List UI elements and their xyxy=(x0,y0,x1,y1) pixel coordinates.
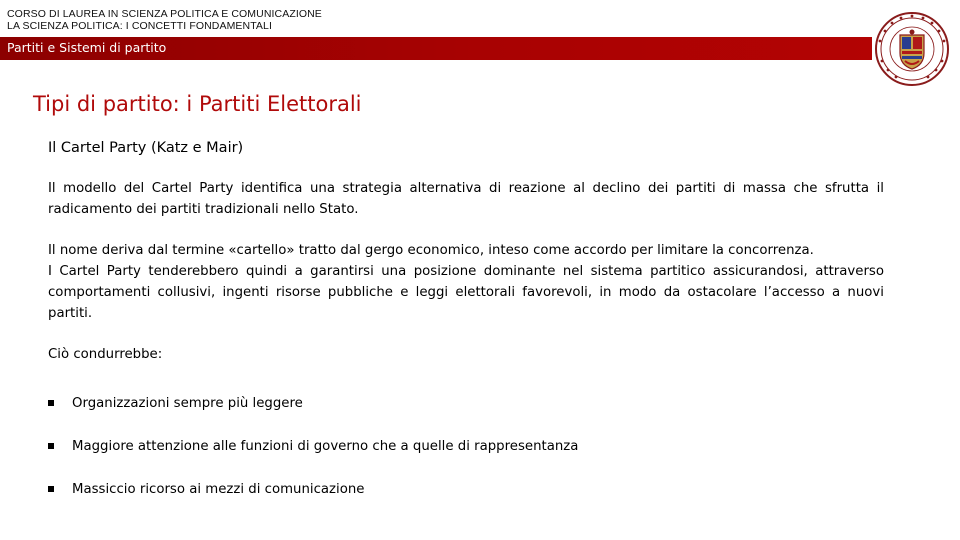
list-item-text: Maggiore attenzione alle funzioni di governo che a quelle di rappresentanza xyxy=(72,439,579,454)
list-item xyxy=(48,479,884,500)
slide-subtitle: Il Cartel Party (Katz e Mair) xyxy=(48,140,244,156)
course-header xyxy=(7,8,322,32)
square-bullet-icon xyxy=(48,400,54,406)
list-item xyxy=(48,436,884,457)
paragraph-line-origin: Il nome deriva dal termine «cartello» tratto dal gergo economico, inteso come accordo per limitare la concorrenza. xyxy=(48,243,814,258)
paragraph-intro: Il modello del Cartel Party identifica una strategia alternativa di reazione al declino dei partiti di massa che sfrutta il radicamento dei partiti tradizionali nello Stato. xyxy=(48,181,884,217)
banner-title: Partiti e Sistemi di partito xyxy=(7,40,167,55)
slide-title: Tipi di partito: i Partiti Elettorali xyxy=(33,92,362,116)
course-subject: LA SCIENZA POLITICA: I CONCETTI FONDAMENTALI xyxy=(7,20,272,32)
paragraph-cartel-definition xyxy=(48,240,884,324)
square-bullet-icon xyxy=(48,486,54,492)
university-seal-icon xyxy=(874,11,950,87)
bullets-lead: Ciò condurrebbe: xyxy=(48,347,163,362)
course-name: CORSO DI LAUREA IN SCIENZA POLITICA E COMUNICAZIONE xyxy=(7,8,322,20)
slide-body xyxy=(48,138,884,522)
bullet-list xyxy=(48,393,884,500)
section-banner xyxy=(0,37,872,60)
square-bullet-icon xyxy=(48,443,54,449)
list-item xyxy=(48,393,884,414)
paragraph-line-behaviour: I Cartel Party tenderebbero quindi a garantirsi una posizione dominante nel sistema partitico assicurandosi, attraverso comportamenti collusivi, ingenti risorse pubbliche e leggi elettorali favorevoli, in modo da ostacolare l’accesso a nuovi partiti. xyxy=(48,264,884,321)
list-item-text: Organizzazioni sempre più leggere xyxy=(72,396,303,411)
list-item-text: Massiccio ricorso ai mezzi di comunicazione xyxy=(72,482,365,497)
